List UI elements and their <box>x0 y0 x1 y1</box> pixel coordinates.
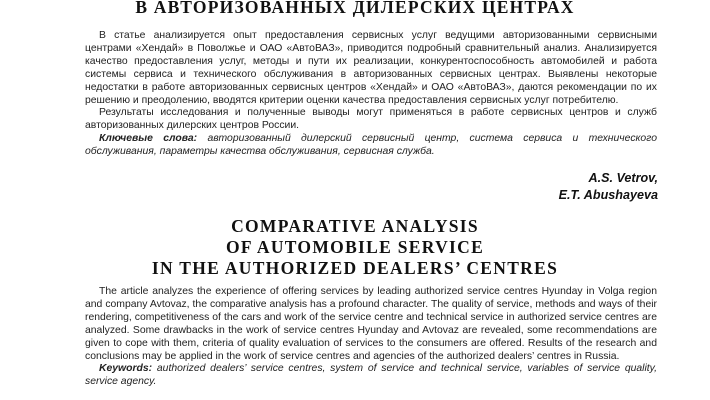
english-title-line: COMPARATIVE ANALYSIS <box>231 216 479 236</box>
keywords-text: авторизованный дилерский сервисный центр, система сервиса и технического обслуживания, параметры качества обслуживания, сервисная служба. <box>85 133 657 158</box>
english-abstract-paragraph: The article analyzes the experience of offering services by leading authorized service centres Hyunday in Volga region and company Avtovaz, the comparative analysis has a profound character. The quality of service, methods and ways of their rendering, competitiveness of the cars and work of the service centre and technical service in authorized service centres are analyzed. Some drawbacks in the work of service centres Hyunday and Avtovaz are revealed, some recommendations are given to cope with them, criteria of quality evaluation of services to the consumers are offered. Results of the research and conclusions may be applied in the work of service centres and agencies of the authorized dealers’ centres in Russia. <box>85 286 657 362</box>
english-title <box>0 216 710 279</box>
english-title-line: OF AUTOMOBILE SERVICE <box>225 237 485 257</box>
russian-abstract <box>85 30 657 159</box>
author-name: A.S. Vetrov, <box>588 171 658 185</box>
author-name: E.T. Abushayeva <box>558 188 658 202</box>
authors <box>559 170 658 204</box>
english-abstract <box>85 286 657 389</box>
english-keywords <box>85 363 657 389</box>
russian-abstract-paragraph: В статье анализируется опыт предоставления сервисных услуг ведущими авторизованными сервисными центрами «Хендай» в Поволжье и ОАО «АвтоВАЗ», приводится подробный сравнительный анализ. Анализируется качество предоставления услуг, методы и пути их реализации, конкурентоспособность автомобилей и работа системы сервиса и технического обслуживания в авторизованных сервисных центрах. Выявлены некоторые недостатки в работе авторизованных сервисных центров «Хендай» и ОАО «АвтоВАЗ», даются рекомендации по их решению и преодолению, вводятся критерии оценки качества предоставления сервисных услуг потребителю. <box>85 30 657 106</box>
keywords-label: Ключевые слова: <box>99 133 198 145</box>
russian-abstract-paragraph: Результаты исследования и полученные выводы могут применяться в работе сервисных центров и служб авторизованных дилерских центров России. <box>85 107 657 132</box>
keywords-text: authorized dealers’ service centres, system of service and technical service, variables of service quality, service agency. <box>85 363 657 388</box>
english-title-line: IN THE AUTHORIZED DEALERS’ CENTRES <box>151 258 559 278</box>
russian-title: В АВТОРИЗОВАННЫХ ДИЛЕРСКИХ ЦЕНТРАХ <box>135 0 575 17</box>
russian-keywords <box>85 133 657 159</box>
keywords-label: Keywords: <box>99 363 153 375</box>
